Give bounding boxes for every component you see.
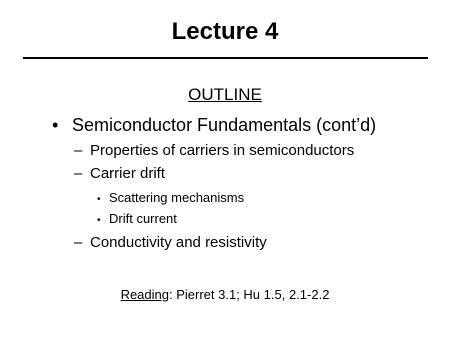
dash-marker: –: [74, 234, 83, 251]
sub-bullet-conductivity: [74, 233, 267, 253]
title-divider: [23, 57, 428, 59]
reading-text: : Pierret 3.1; Hu 1.5, 2.1-2.2: [169, 287, 330, 302]
sub-sub-bullet-text: Drift current: [109, 211, 177, 226]
dash-marker: –: [74, 165, 83, 182]
sub-bullet-text: Properties of carriers in semiconductors: [90, 142, 355, 159]
sub-sub-bullet-text: Scattering mechanisms: [109, 190, 245, 205]
reading-reference: [0, 286, 450, 304]
bullet-text: Semiconductor Fundamentals (cont’d): [72, 115, 377, 135]
bullet-marker: •: [97, 215, 101, 226]
sub-sub-bullet-scattering: [97, 189, 244, 209]
sub-bullet-text: Carrier drift: [90, 165, 166, 182]
sub-bullet-carrier-properties: [74, 141, 354, 161]
bullet-marker: •: [97, 194, 101, 205]
slide-title: Lecture 4: [171, 18, 279, 45]
sub-sub-bullet-drift-current: [97, 210, 177, 230]
bullet-semiconductor-fundamentals: [52, 113, 376, 137]
bullet-marker: •: [52, 115, 59, 135]
reading-label: Reading: [120, 287, 169, 302]
dash-marker: –: [74, 142, 83, 159]
outline-heading: OUTLINE: [188, 85, 262, 104]
sub-bullet-carrier-drift: [74, 164, 165, 184]
sub-bullet-text: Conductivity and resistivity: [90, 234, 267, 251]
